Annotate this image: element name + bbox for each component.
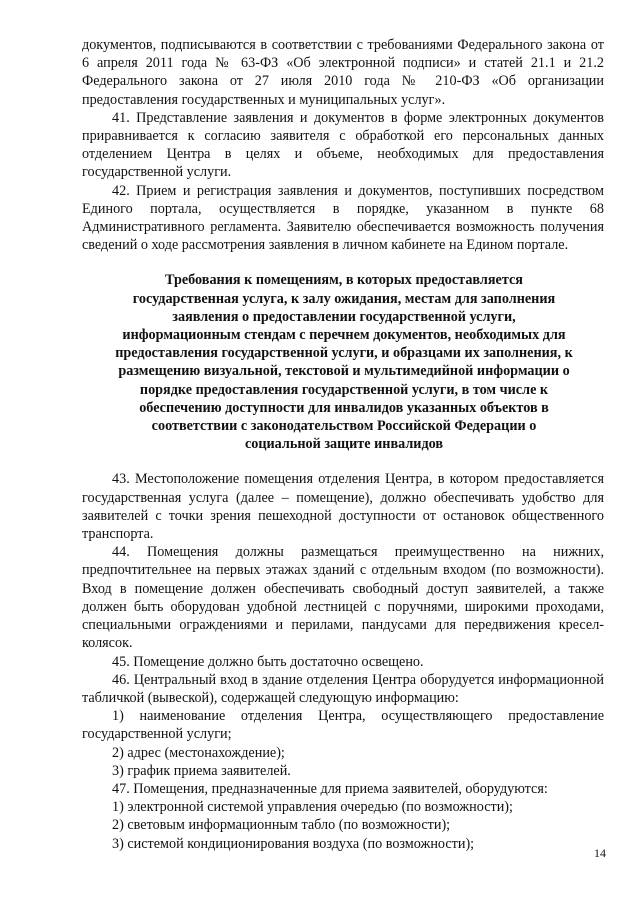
list-item-46-2: 2) адрес (местонахождение); <box>112 744 285 761</box>
paragraph-45: 45. Помещение должно быть достаточно освещено. <box>112 653 424 670</box>
paragraph-continuation: документов, подписываются в соответствии с требованиями Федерального закона от 6 апреля 2011 года № 63-ФЗ «Об электронной подписи» и статей 21.1 и 21.2 Федерального закона от 27 июля 2010 года № 210-ФЗ «Об организации предоставления государственных и муниципальных услуг». <box>82 37 604 108</box>
list-item-47-3: 3) системой кондиционирования воздуха (по возможности); <box>112 835 475 852</box>
paragraph-47: 47. Помещения, предназначенные для приема заявителей, оборудуются: <box>112 780 548 797</box>
list-item-46-3: 3) график приема заявителей. <box>112 762 291 779</box>
paragraph-41: 41. Представление заявления и документов в форме электронных документов приравнивается к согласию заявителя с обработкой его персональных данных отделением Центра в целях и объеме, необходимых для предоставления государственной услуги. <box>82 109 604 181</box>
list-item-47-1: 1) электронной системой управления очередью (по возможности); <box>112 799 513 816</box>
page-number: 14 <box>594 846 606 860</box>
paragraph-43: 43. Местоположение помещения отделения Центра, в котором предоставляется государственная услуга (далее – помещение), должно обеспечивать удобство для заявителей с точки зрения пешеходной доступности от остановок общественного транспорта. <box>82 471 604 543</box>
paragraph-46: 46. Центральный вход в здание отделения Центра оборудуется информационной табличкой (вывеской), содержащей следующую информацию: <box>82 671 604 706</box>
list-item-46-1: 1) наименование отделения Центра, осуществляющего предоставление государственной услуги; <box>82 708 604 743</box>
paragraph-44: 44. Помещения должны размещаться преимущественно на нижних, предпочтительнее на первых этажах зданий с отдельным входом (по возможности). Вход в помещение должен обеспечивать свободный доступ заявителей, а также должен быть оборудован удобной лестницей с поручнями, широкими проходами, специальными ограждениями и перилами, пандусами для передвижения кресел-колясок. <box>82 544 604 652</box>
list-item-47-2: 2) световым информационным табло (по возможности); <box>112 817 451 834</box>
section-heading: Требования к помещениям, в которых предоставляется государственная услуга, к залу ожидания, местам для заполнения заявления о предоставлении государственной услуги, информационным стендам с перечнем документов, необходимых для предоставления государственной услуги, и образцами их заполнения, к размещению визуальной, текстовой и мультимедийной информации о порядке предоставления государственной услуги, в том числе к обеспечению доступности для инвалидов указанных объектов в соответствии с законодательством Российской Федерации о социальной защите инвалидов <box>115 272 573 453</box>
paragraph-42: 42. Прием и регистрация заявления и документов, поступивших посредством Единого портала, осуществляется в порядке, указанном в пункте 68 Административного регламента. Заявителю обеспечивается возможность получения сведений о ходе рассмотрения заявления в личном кабинете на Едином портале. <box>82 182 604 254</box>
